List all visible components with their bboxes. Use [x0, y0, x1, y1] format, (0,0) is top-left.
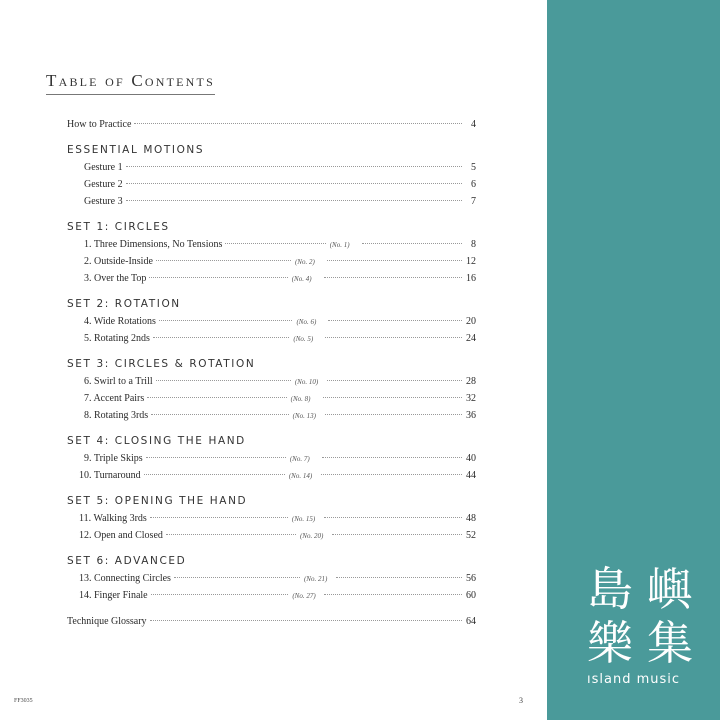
entry-label: Gesture 3 — [84, 193, 124, 210]
dot-leader — [324, 277, 462, 278]
dot-leader — [134, 123, 462, 124]
dot-leader — [126, 183, 462, 184]
toc-entry-how-to-practice[interactable] — [67, 116, 476, 133]
dot-leader — [156, 380, 291, 381]
original-number: (No. 21) — [303, 575, 328, 583]
dot-leader — [332, 534, 462, 535]
dot-leader — [151, 594, 289, 595]
page-number: 12 — [466, 256, 477, 267]
page-number: 56 — [466, 573, 476, 584]
page-number: 8 — [471, 239, 476, 250]
section-heading-set-4: SET 4: CLOSING THE HAND — [67, 435, 246, 447]
page-number: 6 — [471, 179, 476, 190]
footer-page-number: 3 — [519, 696, 523, 705]
entry-label: 4. Wide Rotations — [84, 313, 157, 330]
entry-label: 10. Turnaround — [79, 467, 142, 484]
section-heading-set-5: SET 5: OPENING THE HAND — [67, 495, 248, 507]
logo-cjk-line-2: 樂集 — [587, 616, 707, 670]
original-number: (No. 5) — [293, 335, 314, 343]
page-number: 5 — [471, 162, 476, 173]
toc-entry[interactable] — [67, 390, 476, 407]
entry-label: Technique Glossary — [67, 613, 148, 630]
dot-leader — [146, 457, 286, 458]
entry-label: 3. Over the Top — [84, 270, 147, 287]
section-heading-essential-motions: ESSENTIAL MOTIONS — [67, 144, 205, 156]
entry-label: Gesture 2 — [84, 176, 124, 193]
dot-leader — [126, 200, 462, 201]
dot-leader — [153, 337, 290, 338]
original-number: (No. 8) — [290, 395, 311, 403]
toc-entry[interactable] — [67, 570, 476, 587]
entry-label: 13. Connecting Circles — [79, 570, 172, 587]
toc-entry[interactable] — [67, 407, 476, 424]
page-number: 24 — [466, 333, 476, 344]
entry-label: 5. Rotating 2nds — [84, 330, 151, 347]
toc-entry[interactable] — [67, 467, 476, 484]
island-music-logo — [587, 562, 717, 687]
toc-entry[interactable] — [67, 159, 476, 176]
toc-entry[interactable] — [67, 253, 476, 270]
dot-leader — [150, 517, 288, 518]
original-number: (No. 7) — [289, 455, 310, 463]
toc-entry[interactable] — [67, 176, 476, 193]
dot-leader — [322, 457, 462, 458]
entry-label: 9. Triple Skips — [84, 450, 144, 467]
page-number: 20 — [466, 316, 477, 327]
entry-label: 7. Accent Pairs — [84, 390, 145, 407]
page-number: 28 — [466, 376, 477, 387]
original-number: (No. 15) — [291, 515, 316, 523]
logo-english-text: ısland music — [587, 672, 681, 687]
entry-label: How to Practice — [67, 116, 132, 133]
toc-entry[interactable] — [67, 236, 476, 253]
original-number: (No. 4) — [291, 275, 312, 283]
original-number: (No. 14) — [288, 472, 313, 480]
toc-entry[interactable] — [67, 450, 476, 467]
section-heading-set-2: SET 2: ROTATION — [67, 298, 181, 310]
toc-entry[interactable] — [67, 510, 476, 527]
original-number: (No. 1) — [329, 241, 350, 249]
page-number: 40 — [466, 453, 477, 464]
dot-leader — [149, 277, 287, 278]
toc-entry[interactable] — [67, 587, 476, 604]
page-number: 52 — [466, 530, 477, 541]
dot-leader — [126, 166, 462, 167]
original-number: (No. 20) — [299, 532, 324, 540]
page-title: Table of Contents — [46, 71, 215, 95]
spacer — [67, 604, 476, 613]
toc-entry[interactable] — [67, 193, 476, 210]
dot-leader — [325, 414, 462, 415]
toc-entry-technique-glossary[interactable] — [67, 613, 476, 630]
dot-leader — [166, 534, 296, 535]
section-heading-set-1: SET 1: CIRCLES — [67, 221, 170, 233]
section-heading-set-3: SET 3: CIRCLES & ROTATION — [67, 358, 256, 370]
toc-entry[interactable] — [67, 270, 476, 287]
page-number: 44 — [466, 470, 476, 481]
toc-entry[interactable] — [67, 527, 476, 544]
page-number: 7 — [471, 196, 476, 207]
dot-leader — [156, 260, 291, 261]
dot-leader — [336, 577, 462, 578]
page-number: 36 — [466, 410, 477, 421]
dot-leader — [362, 243, 462, 244]
dot-leader — [323, 397, 462, 398]
dot-leader — [174, 577, 300, 578]
entry-label: 2. Outside-Inside — [84, 253, 154, 270]
dot-leader — [151, 414, 288, 415]
entry-label: 12. Open and Closed — [79, 527, 164, 544]
logo-cjk-line-1: 島嶼 — [587, 562, 707, 616]
entry-label: Gesture 1 — [84, 159, 124, 176]
dot-leader — [225, 243, 325, 244]
dot-leader — [325, 337, 462, 338]
footer-catalog-code: FF3035 — [14, 698, 33, 704]
entry-label: 6. Swirl to a Trill — [84, 373, 154, 390]
original-number: (No. 2) — [294, 258, 315, 266]
page-number: 60 — [466, 590, 477, 601]
toc-entry[interactable] — [67, 373, 476, 390]
page-number: 48 — [466, 513, 476, 524]
original-number: (No. 10) — [294, 378, 319, 386]
dot-leader — [327, 380, 462, 381]
page-number: 64 — [466, 616, 476, 627]
dot-leader — [159, 320, 293, 321]
original-number: (No. 6) — [296, 318, 317, 326]
toc-entry[interactable] — [67, 330, 476, 347]
original-number: (No. 27) — [292, 592, 316, 600]
entry-label: 11. Walking 3rds — [79, 510, 148, 527]
section-heading-set-6: SET 6: ADVANCED — [67, 555, 187, 567]
dot-leader — [327, 260, 462, 261]
page-number: 4 — [471, 119, 476, 130]
original-number: (No. 13) — [292, 412, 316, 420]
dot-leader — [324, 517, 462, 518]
dot-leader — [150, 620, 462, 621]
toc-entry[interactable] — [67, 313, 476, 330]
dot-leader — [147, 397, 286, 398]
dot-leader — [144, 474, 285, 475]
table-of-contents — [67, 116, 476, 630]
entry-label: 14. Finger Finale — [79, 587, 149, 604]
page-number: 16 — [466, 273, 476, 284]
entry-label: 8. Rotating 3rds — [84, 407, 149, 424]
dot-leader — [328, 320, 462, 321]
entry-label: 1. Three Dimensions, No Tensions — [84, 236, 223, 253]
dot-leader — [324, 594, 462, 595]
page-number: 32 — [466, 393, 477, 404]
dot-leader — [321, 474, 462, 475]
